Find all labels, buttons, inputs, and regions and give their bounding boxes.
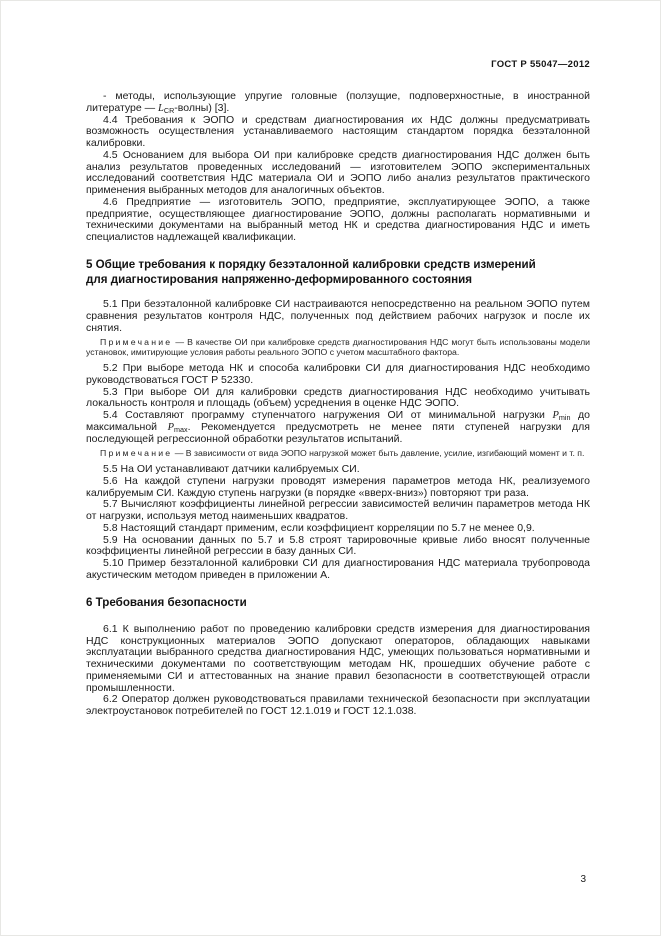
clause-5-4-text-3: . Рекомендуется предусмотреть не менее пяти ступеней нагрузки для последующей регрессионной обработки результатов испытаний.: [86, 420, 590, 445]
note-2-text: — В зависимости от вида ЭОПО нагрузкой может быть давление, усилие, изгибающий момент и т. п.: [172, 448, 585, 459]
clause-5-5: 5.5 На ОИ устанавливают датчики калибруемых СИ.: [103, 463, 360, 476]
symbol-P-max: P: [167, 421, 174, 433]
subscript-max: max: [173, 424, 188, 434]
subscript-min: min: [558, 413, 571, 422]
symbol-L: L: [158, 102, 164, 114]
clause-6-1: 6.1 К выполнению работ по проведению калибровки средств измерения для диагностирования НДС конструкционных материалов ЭОПО допускают операторов, обладающих навыками эксплуатации выбранного средства диагностирования НДС, умеющих пользоваться нормативными и техническими документами по соответствующим методам НК, прошедших обучение работе с применяемыми СИ и аттестованных на знание правил безопасности в соответствующей отрасли промышленности.: [86, 622, 590, 694]
clause-5-4: [86, 410, 590, 445]
clause-5-10: 5.10 Пример безэталонной калибровки СИ для диагностирования НДС материала трубопровода акустическим методом приведен в приложении А.: [86, 557, 590, 581]
note-2-label: Примечание: [100, 448, 173, 459]
page-number: 3: [580, 874, 586, 885]
clause-5-4-text-2: до максимальной: [86, 409, 590, 433]
section-heading-6: 6 Требования безопасности: [86, 595, 247, 609]
list-item-lcr-waves: [86, 91, 590, 115]
clause-5-1: 5.1 При безэталонной калибровке СИ настраиваются непосредственно на реальном ЭОПО путем сравнения результатов контроля НДС, полученных под действием рабочих нагрузок и после их снятия.: [86, 298, 590, 334]
page-header: [86, 59, 590, 70]
list-item-text-2: -волны) [3].: [174, 101, 230, 114]
clause-5-8: 5.8 Настоящий стандарт применим, если коэффициент корреляции по 5.7 не менее 0,9.: [103, 521, 535, 534]
clause-5-7: 5.7 Вычисляют коэффициенты линейной регрессии зависимостей величин параметров метода НК от нагрузки, используя метод наименьших квадратов.: [86, 498, 590, 523]
clause-4-6: 4.6 Предприятие — изготовитель ЭОПО, предприятие, эксплуатирующее ЭОПО, а также предприятие, осуществляющее диагностирование ЭОПО, должны располагать нормативными и техническими документами на выбранный метод НК и средства диагностирования НДС и иметь специалистов надлежащей квалификации.: [86, 195, 590, 243]
clause-5-2: 5.2 При выборе метода НК и способа калибровки СИ для диагностирования НДС необходимо руководствоваться ГОСТ Р 52330.: [86, 362, 590, 386]
clause-5-4-text-1: 5.4 Составляют программу ступенчатого нагружения ОИ от минимальной нагрузки: [103, 409, 553, 421]
clause-5-6: 5.6 На каждой ступени нагрузки проводят измерения параметров метода НК, реализуемого калибруемым СИ. Каждую ступень нагрузки (в порядке «вверх-вниз») повторяют три раза.: [86, 474, 590, 499]
section-heading-5: 5 Общие требования к порядку безэталонной калибровки средств измерений для диагностирования напряженно-деформированного состояния: [86, 257, 536, 286]
clause-6-2: 6.2 Оператор должен руководствоваться правилами технической безопасности при эксплуатации электроустановок потребителей по ГОСТ 12.1.019 и ГОСТ 12.1.038.: [86, 693, 590, 717]
subscript-CR: CR: [163, 105, 175, 115]
note-1-label: Примечание: [100, 337, 173, 348]
clause-4-4: 4.4 Требования к ЭОПО и средствам диагностирования их НДС должны предусматривать возможность осуществления устанавливаемого настоящим стандартом порядка безэталонной калибровки.: [86, 113, 590, 149]
note-1: [86, 338, 590, 358]
list-item-text-1: - методы, использующие упругие головные (ползущие, подповерхностные, в иностранной литературе —: [86, 90, 590, 114]
clause-5-9: 5.9 На основании данных по 5.7 и 5.8 строят тарировочные кривые либо вносят полученные коэффициенты линейной регрессии в базу данных СИ.: [86, 533, 590, 558]
document-content: [86, 91, 590, 718]
doc-number: ГОСТ Р 55047—2012: [491, 59, 590, 70]
clause-4-5: 4.5 Основанием для выбора ОИ при калибровке средств диагностирования НДС должен быть анализ результатов проведенных исследований — изготовителем ЭОПО экспериментальных исследований соответствия НДС материала ОИ и ЭОПО либо анализ результатов практического применения выбранных методов для аналогичных объектов.: [86, 148, 590, 196]
symbol-P-min: P: [552, 410, 559, 421]
note-1-text: — В качестве ОИ при калибровке средств диагностирования НДС могут быть использованы модели установок, имитирующие условия работы реального ЭОПО с учетом масштабного фактора.: [86, 337, 590, 358]
clause-5-3: 5.3 При выборе ОИ для калибровки средств диагностирования НДС необходимо учитывать локальность контроля и площадь (объем) усреднения в оценке НДС ЭОПО.: [86, 385, 590, 410]
note-2: [86, 449, 590, 459]
